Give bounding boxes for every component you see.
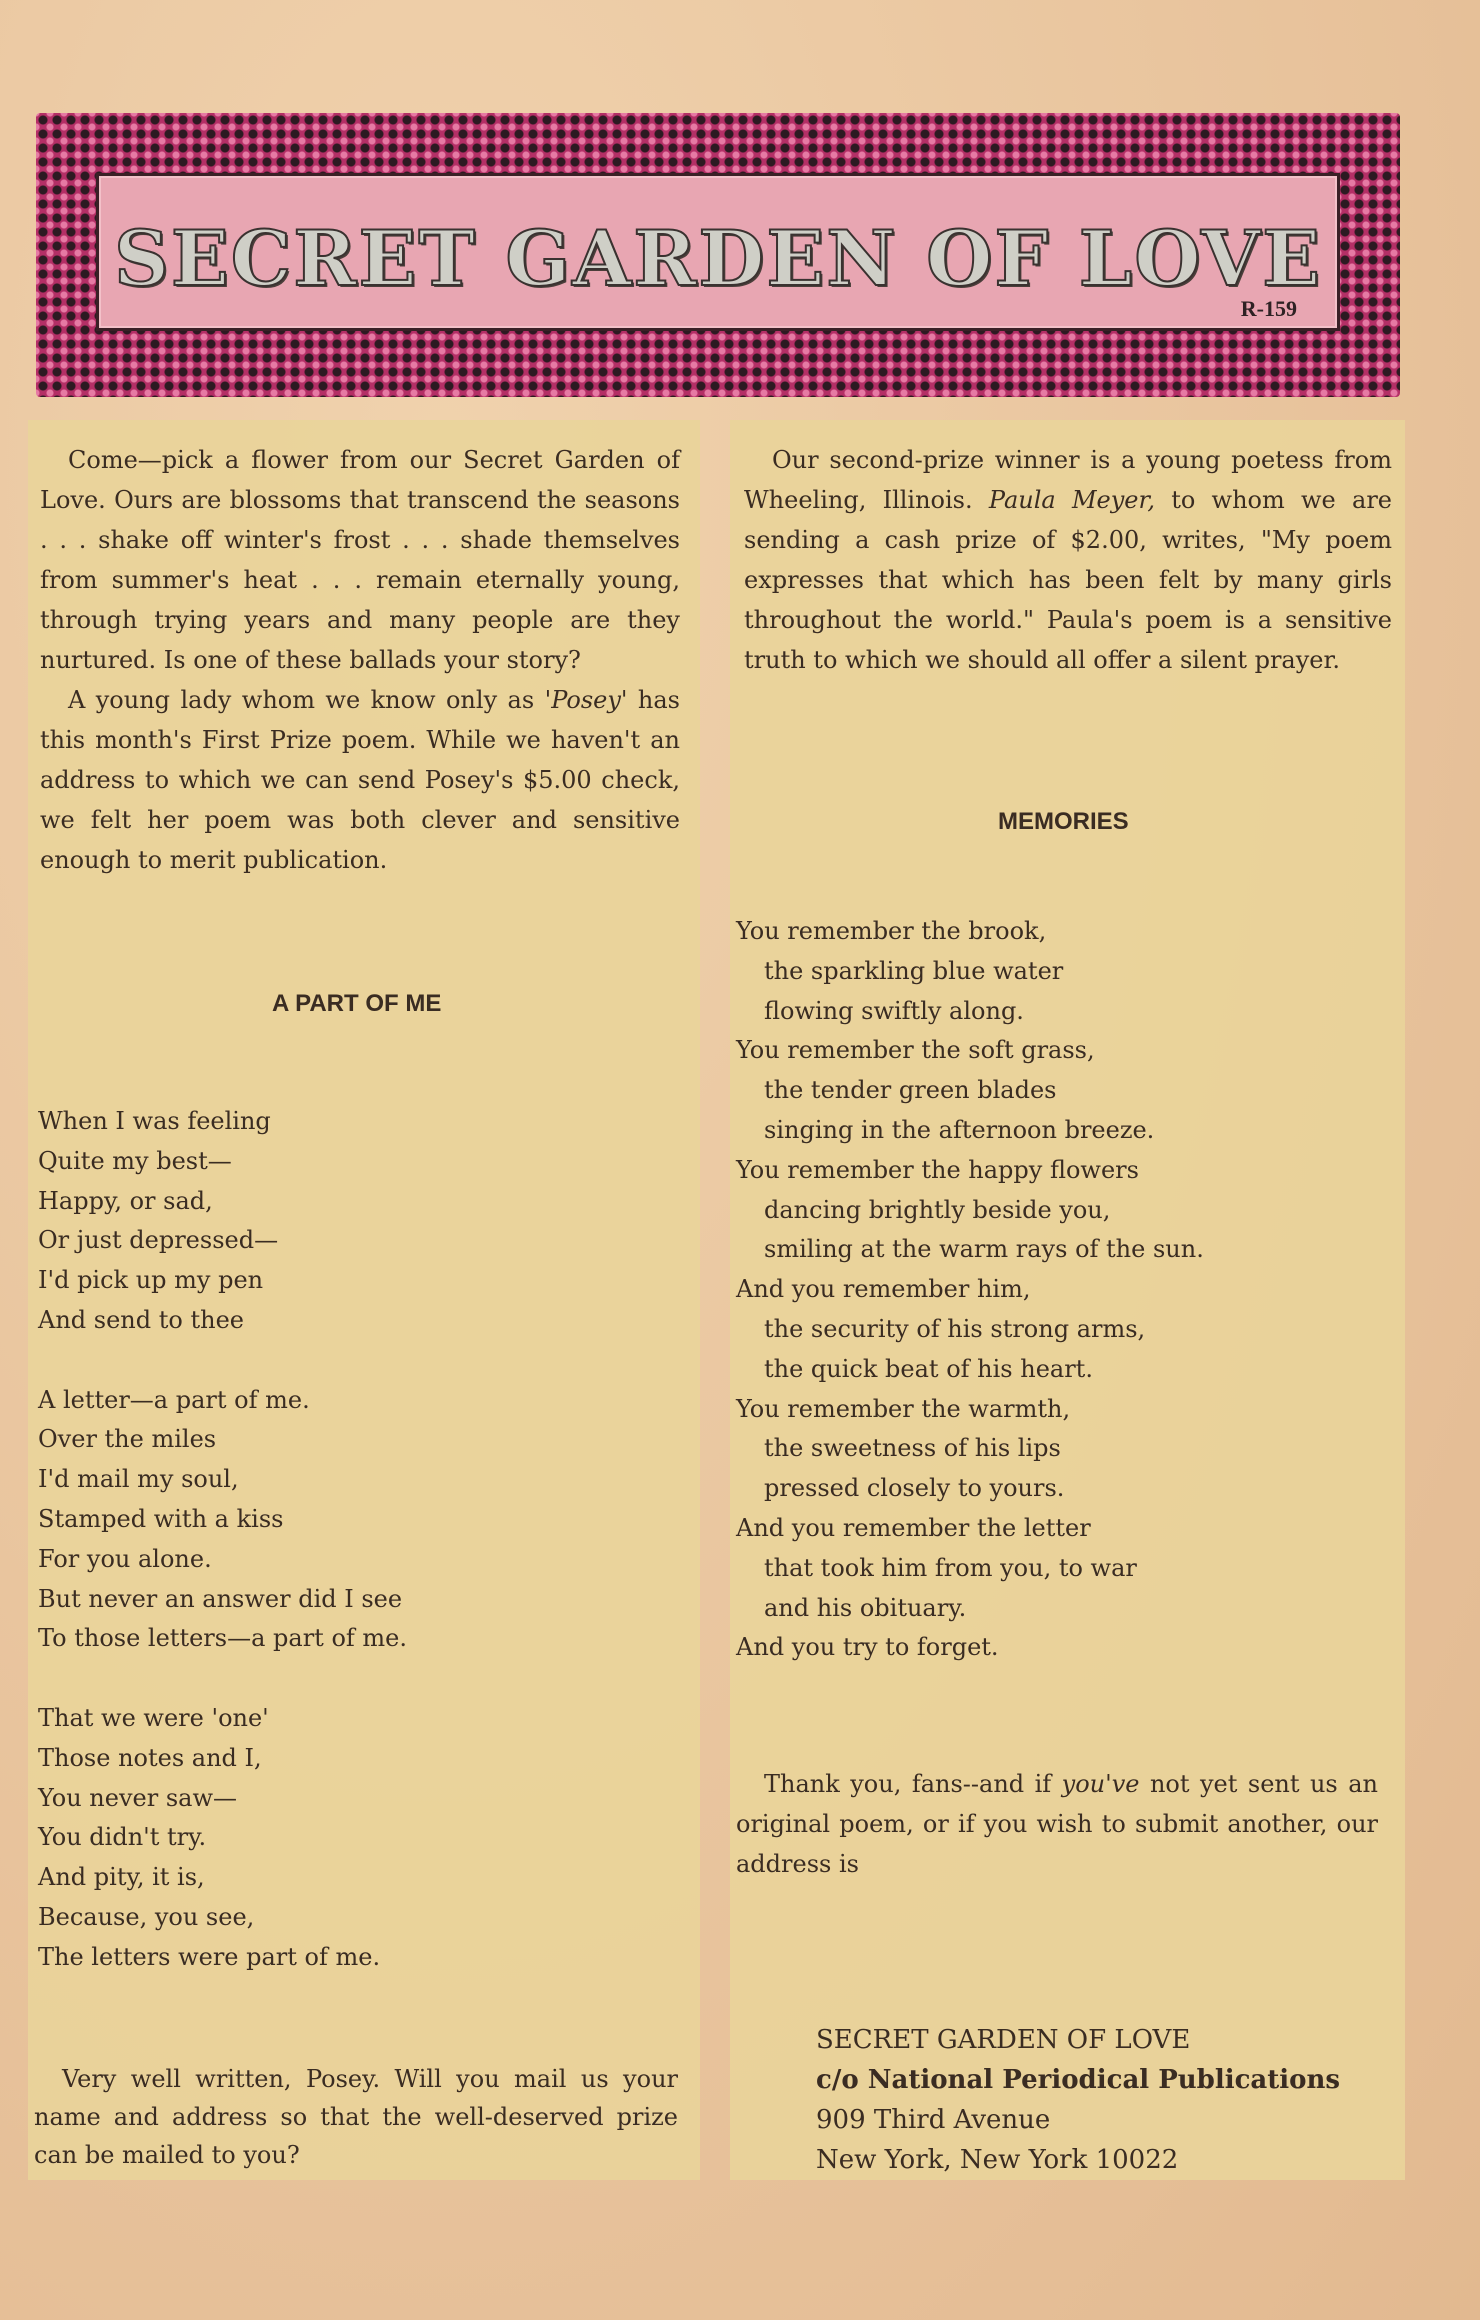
poem-line: I'd mail my soul, [38,1465,239,1494]
page-code: R-159 [1240,296,1297,321]
second-prize-text-a: Our second-prize winner is a young poetess from Wheeling, Illinois. [744,446,1392,514]
thanks-text-b: not yet sent us an original poem, or if you wish to submit another, our address is [736,1770,1378,1878]
address-line: c/o National Periodical Publications [816,2065,1341,2095]
poem-line: pressed closely to yours. [764,1474,1065,1503]
left-intro-text: Come—pick a flower from our Secret Garden of Love. Ours are blossoms that transcend the seasons . . . shake off winter's frost . . . shade themselves from summer's heat . . . remain eternally young, through trying years and many people are they nurtured. Is one of these ballads your story? [40,446,680,674]
poem-line: and his obituary. [764,1593,967,1622]
poet-name-posey: 'Posey' [544,686,628,714]
poem-line: But never an answer did I see [38,1584,403,1613]
first-prize-text-b: has this month's First Prize poem. While we haven't an address to which we can send Posey's $5.00 check, we felt her poem was both clever and sensitive enough to merit publication. [40,686,681,874]
poem-line: Over the miles [38,1425,217,1454]
poet-name-paula: Paula Meyer, [988,486,1155,514]
poem-line: That we were 'one' [38,1703,269,1732]
poem-line: You remember the brook, [736,917,1047,945]
poem-line: The letters were part of me. [38,1942,381,1971]
poem-line: the security of his strong arms, [764,1314,1146,1343]
poem-a-part-of-me [38,1102,407,2017]
mailing-address [816,2020,1340,2180]
poem-title-memories: MEMORIES [998,808,1129,835]
poem-line: To those letters—a part of me. [38,1624,407,1653]
poem-line: You didn't try. [38,1823,207,1852]
poem-line: A letter—a part of me. [38,1385,310,1414]
poem-line: that took him from you, to war [764,1553,1137,1582]
poem-line: singing in the afternoon breeze. [764,1115,1155,1144]
poem-line: You remember the happy flowers [736,1155,1139,1184]
poem-line: I'd pick up my pen [38,1266,264,1295]
poem-memories [736,912,1204,1668]
first-prize-paragraph [40,680,680,880]
poem-line: Because, you see, [38,1902,255,1931]
poem-line: Those notes and I, [38,1743,262,1772]
poem-line: Happy, or sad, [38,1186,213,1215]
poem-line: flowing swiftly along. [764,996,1024,1025]
thanks-text-a: Thank you, fans--and if [764,1770,1062,1798]
poem-line: the tender green blades [764,1076,1057,1105]
poem-line: And pity, it is, [38,1863,205,1892]
poem-line: And you remember the letter [736,1513,1091,1542]
second-prize-paragraph [744,440,1392,680]
poem-line: dancing brightly beside you, [764,1195,1111,1224]
left-closing-paragraph [34,2060,678,2174]
thanks-emphasis: you've [1061,1770,1140,1798]
left-intro-paragraph [40,440,680,680]
poem-line: You remember the soft grass, [736,1036,1095,1065]
page-title: SECRET GARDEN OF LOVE [113,214,1322,303]
banner-panel [96,173,1340,331]
poem-line: the quick beat of his heart. [764,1354,1093,1383]
poem-line: And send to thee [38,1305,244,1334]
poem-line: Or just depressed— [38,1226,279,1255]
poem-line: the sweetness of his lips [764,1434,1061,1463]
poem-line: You remember the warmth, [736,1394,1071,1423]
address-line: New York, New York 10022 [816,2145,1179,2175]
poem-stanza [38,1699,407,1978]
title-banner [36,113,1400,397]
first-prize-text-a: A young lady whom we know only as [68,686,545,714]
poem-line: the sparkling blue water [764,956,1064,985]
poem-line: And you try to forget. [736,1633,999,1662]
poem-stanza [38,1381,407,1660]
poem-line: And you remember him, [736,1275,1031,1304]
poem-stanza [38,1102,407,1341]
left-closing-text: Very well written, Posey. Will you mail us your name and address so that the well-deserved prize can be mailed to you? [34,2065,678,2169]
thanks-paragraph [736,1764,1378,1884]
address-line: SECRET GARDEN OF LOVE [816,2025,1191,2055]
second-prize-text-b: to whom we are sending a cash prize of $2.00, writes, "My poem expresses that which has been felt by many girls throughout the world." Paula's poem is a sensitive truth to which we should all offer a silent prayer. [744,486,1392,674]
poem-line: Stamped with a kiss [38,1504,284,1533]
poem-line: You never saw— [38,1783,237,1812]
poem-line: For you alone. [38,1544,212,1573]
poem-line: Quite my best— [38,1146,232,1175]
poem-line: smiling at the warm rays of the sun. [764,1235,1204,1264]
poem-title-a-part-of-me: A PART OF ME [272,990,442,1017]
poem-line: When I was feeling [38,1107,271,1135]
address-line: 909 Third Avenue [816,2105,1051,2135]
